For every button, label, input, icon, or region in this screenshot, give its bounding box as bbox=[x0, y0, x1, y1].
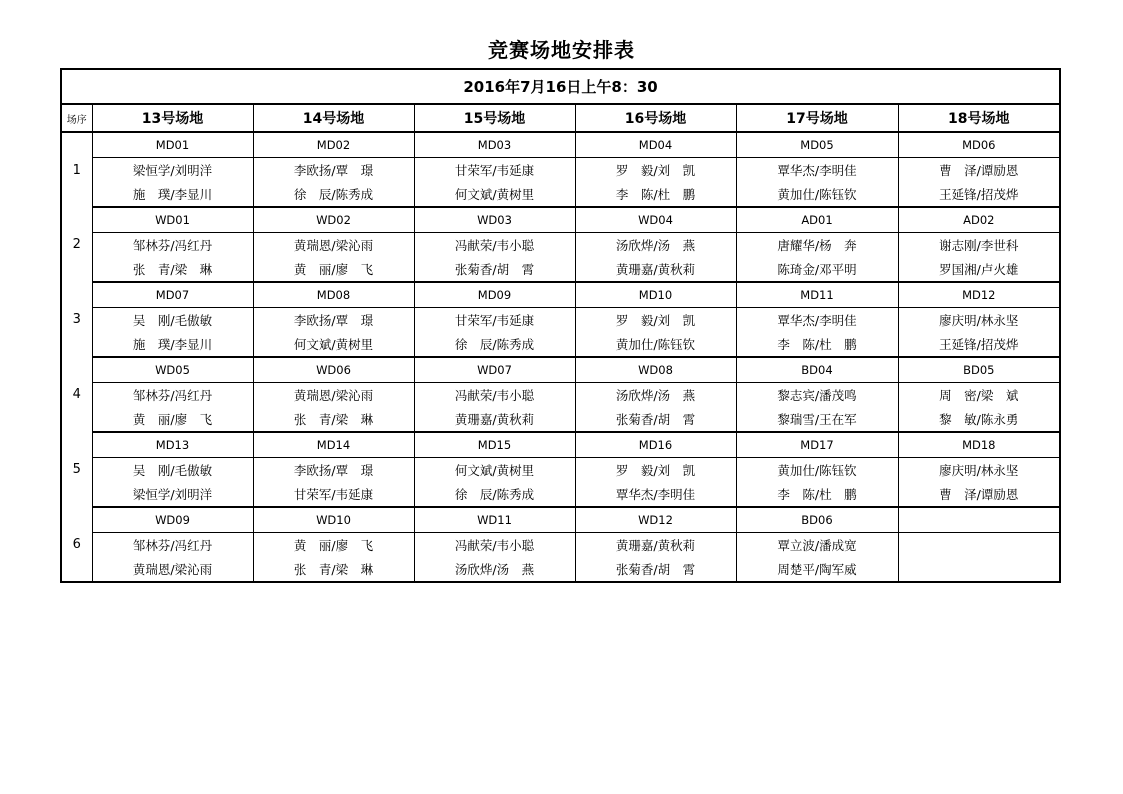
match-code: MD08 bbox=[253, 282, 414, 308]
match-code: MD01 bbox=[92, 132, 253, 158]
round-team-b-row bbox=[61, 257, 1060, 282]
match-team: 覃华杰/李明佳 bbox=[736, 308, 898, 333]
match-code: WD07 bbox=[414, 357, 575, 383]
match-code: MD12 bbox=[898, 282, 1060, 308]
match-team: 张 青/梁 琳 bbox=[253, 557, 414, 582]
match-team: 冯献荣/韦小聪 bbox=[414, 533, 575, 558]
match-team: 罗国湘/卢火雄 bbox=[898, 257, 1060, 282]
match-team: 王延锋/招茂烨 bbox=[898, 182, 1060, 207]
court-header-16: 16号场地 bbox=[575, 104, 736, 132]
match-team: 梁恒学/刘明洋 bbox=[92, 482, 253, 507]
match-team: 何文斌/黄树里 bbox=[253, 332, 414, 357]
match-code: BD06 bbox=[736, 507, 898, 533]
match-code: MD07 bbox=[92, 282, 253, 308]
match-code: MD02 bbox=[253, 132, 414, 158]
match-team: 徐 辰/陈秀成 bbox=[414, 482, 575, 507]
match-team: 黄珊嘉/黄秋莉 bbox=[414, 407, 575, 432]
match-code: WD04 bbox=[575, 207, 736, 233]
match-team: 黎 敏/陈永勇 bbox=[898, 407, 1060, 432]
match-team: 汤欣烨/汤 燕 bbox=[414, 557, 575, 582]
match-team: 覃华杰/李明佳 bbox=[575, 482, 736, 507]
round-seq-number: 4 bbox=[61, 357, 92, 432]
round-seq-number: 5 bbox=[61, 432, 92, 507]
match-code: WD01 bbox=[92, 207, 253, 233]
match-team: 覃立波/潘成宽 bbox=[736, 533, 898, 558]
court-header-15: 15号场地 bbox=[414, 104, 575, 132]
match-team: 唐耀华/杨 奔 bbox=[736, 233, 898, 258]
round-team-a-row bbox=[61, 308, 1060, 333]
match-code: BD05 bbox=[898, 357, 1060, 383]
match-team: 曹 泽/谭励恩 bbox=[898, 158, 1060, 183]
match-team: 汤欣烨/汤 燕 bbox=[575, 383, 736, 408]
match-team: 张菊香/胡 霄 bbox=[575, 557, 736, 582]
match-code: MD10 bbox=[575, 282, 736, 308]
match-team: 甘荣军/韦延康 bbox=[253, 482, 414, 507]
match-team: 廖庆明/林永坚 bbox=[898, 308, 1060, 333]
round-code-row bbox=[61, 432, 1060, 458]
match-team: 黎瑞雪/王在军 bbox=[736, 407, 898, 432]
court-header-18: 18号场地 bbox=[898, 104, 1060, 132]
match-team: 吴 刚/毛傲敏 bbox=[92, 458, 253, 483]
match-team: 邹林芬/冯红丹 bbox=[92, 383, 253, 408]
match-code: BD04 bbox=[736, 357, 898, 383]
match-team: 徐 辰/陈秀成 bbox=[253, 182, 414, 207]
match-team: 王延锋/招茂烨 bbox=[898, 332, 1060, 357]
match-team: 冯献荣/韦小聪 bbox=[414, 233, 575, 258]
match-team: 黄 丽/廖 飞 bbox=[253, 257, 414, 282]
match-team: 罗 毅/刘 凯 bbox=[575, 158, 736, 183]
match-team: 黄加仕/陈钰钦 bbox=[736, 182, 898, 207]
match-team: 梁恒学/刘明洋 bbox=[92, 158, 253, 183]
match-team: 廖庆明/林永坚 bbox=[898, 458, 1060, 483]
match-team: 张菊香/胡 霄 bbox=[575, 407, 736, 432]
match-team: 黄加仕/陈钰钦 bbox=[575, 332, 736, 357]
round-seq-number: 6 bbox=[61, 507, 92, 582]
match-team: 黄 丽/廖 飞 bbox=[253, 533, 414, 558]
match-team: 张 青/梁 琳 bbox=[253, 407, 414, 432]
court-header-14: 14号场地 bbox=[253, 104, 414, 132]
match-team: 甘荣军/韦延康 bbox=[414, 308, 575, 333]
match-code: MD15 bbox=[414, 432, 575, 458]
match-team: 邹林芬/冯红丹 bbox=[92, 233, 253, 258]
match-code: WD06 bbox=[253, 357, 414, 383]
match-team: 施 璞/李显川 bbox=[92, 332, 253, 357]
match-code: MD03 bbox=[414, 132, 575, 158]
schedule-table bbox=[60, 68, 1061, 583]
round-code-row bbox=[61, 207, 1060, 233]
match-code: WD09 bbox=[92, 507, 253, 533]
match-team: 黄瑞恩/梁沁雨 bbox=[253, 233, 414, 258]
match-team: 施 璞/李显川 bbox=[92, 182, 253, 207]
court-header-17: 17号场地 bbox=[736, 104, 898, 132]
match-code: MD14 bbox=[253, 432, 414, 458]
match-team: 周楚平/陶军威 bbox=[736, 557, 898, 582]
round-code-row bbox=[61, 282, 1060, 308]
match-team: 黄加仕/陈钰钦 bbox=[736, 458, 898, 483]
date-time-label: 2016年7月16日上午8：30 bbox=[61, 69, 1060, 104]
match-team: 徐 辰/陈秀成 bbox=[414, 332, 575, 357]
match-team: 张菊香/胡 霄 bbox=[414, 257, 575, 282]
match-code: MD13 bbox=[92, 432, 253, 458]
round-team-a-row bbox=[61, 533, 1060, 558]
match-team: 何文斌/黄树里 bbox=[414, 182, 575, 207]
round-code-row bbox=[61, 132, 1060, 158]
match-team: 冯献荣/韦小聪 bbox=[414, 383, 575, 408]
round-seq-number: 1 bbox=[61, 132, 92, 207]
round-team-b-row bbox=[61, 182, 1060, 207]
match-team: 周 密/梁 斌 bbox=[898, 383, 1060, 408]
match-team: 李 陈/杜 鹏 bbox=[575, 182, 736, 207]
match-code: MD11 bbox=[736, 282, 898, 308]
match-code: MD18 bbox=[898, 432, 1060, 458]
match-team: 何文斌/黄树里 bbox=[414, 458, 575, 483]
match-code: MD16 bbox=[575, 432, 736, 458]
match-code: WD11 bbox=[414, 507, 575, 533]
match-team: 李欧扬/覃 璟 bbox=[253, 158, 414, 183]
date-row bbox=[61, 69, 1060, 104]
schedule-body bbox=[61, 69, 1060, 582]
match-team: 李 陈/杜 鹏 bbox=[736, 332, 898, 357]
round-seq-number: 2 bbox=[61, 207, 92, 282]
match-team: 吴 刚/毛傲敏 bbox=[92, 308, 253, 333]
match-code: WD03 bbox=[414, 207, 575, 233]
match-team: 黎志宾/潘茂鸣 bbox=[736, 383, 898, 408]
round-code-row bbox=[61, 357, 1060, 383]
match-team: 张 青/梁 琳 bbox=[92, 257, 253, 282]
court-header-13: 13号场地 bbox=[92, 104, 253, 132]
round-code-row bbox=[61, 507, 1060, 533]
match-team: 罗 毅/刘 凯 bbox=[575, 308, 736, 333]
match-code: MD05 bbox=[736, 132, 898, 158]
seq-header: 场序 bbox=[61, 104, 92, 132]
match-code: WD10 bbox=[253, 507, 414, 533]
round-team-a-row bbox=[61, 233, 1060, 258]
empty-match-cell bbox=[898, 533, 1060, 583]
match-team: 邹林芬/冯红丹 bbox=[92, 533, 253, 558]
match-code: MD09 bbox=[414, 282, 575, 308]
match-team: 黄珊嘉/黄秋莉 bbox=[575, 533, 736, 558]
round-team-b-row bbox=[61, 482, 1060, 507]
round-team-a-row bbox=[61, 458, 1060, 483]
match-code: MD06 bbox=[898, 132, 1060, 158]
match-team: 覃华杰/李明佳 bbox=[736, 158, 898, 183]
round-team-a-row bbox=[61, 158, 1060, 183]
match-team: 李 陈/杜 鹏 bbox=[736, 482, 898, 507]
match-team: 黄瑞恩/梁沁雨 bbox=[92, 557, 253, 582]
match-code: MD04 bbox=[575, 132, 736, 158]
match-team: 谢志刚/李世科 bbox=[898, 233, 1060, 258]
empty-code-cell bbox=[898, 507, 1060, 533]
match-code: AD02 bbox=[898, 207, 1060, 233]
match-team: 甘荣军/韦延康 bbox=[414, 158, 575, 183]
page-title: 竞赛场地安排表 bbox=[488, 38, 635, 62]
match-code: WD12 bbox=[575, 507, 736, 533]
round-seq-number: 3 bbox=[61, 282, 92, 357]
match-team: 曹 泽/谭励恩 bbox=[898, 482, 1060, 507]
match-team: 黄瑞恩/梁沁雨 bbox=[253, 383, 414, 408]
match-team: 黄 丽/廖 飞 bbox=[92, 407, 253, 432]
round-team-b-row bbox=[61, 407, 1060, 432]
match-code: WD05 bbox=[92, 357, 253, 383]
match-code: MD17 bbox=[736, 432, 898, 458]
match-team: 汤欣烨/汤 燕 bbox=[575, 233, 736, 258]
match-team: 李欧扬/覃 璟 bbox=[253, 458, 414, 483]
match-team: 黄珊嘉/黄秋莉 bbox=[575, 257, 736, 282]
header-row bbox=[61, 104, 1060, 132]
round-team-b-row bbox=[61, 332, 1060, 357]
match-code: WD02 bbox=[253, 207, 414, 233]
round-team-a-row bbox=[61, 383, 1060, 408]
match-code: AD01 bbox=[736, 207, 898, 233]
match-code: WD08 bbox=[575, 357, 736, 383]
match-team: 陈琦金/邓平明 bbox=[736, 257, 898, 282]
match-team: 罗 毅/刘 凯 bbox=[575, 458, 736, 483]
match-team: 李欧扬/覃 璟 bbox=[253, 308, 414, 333]
